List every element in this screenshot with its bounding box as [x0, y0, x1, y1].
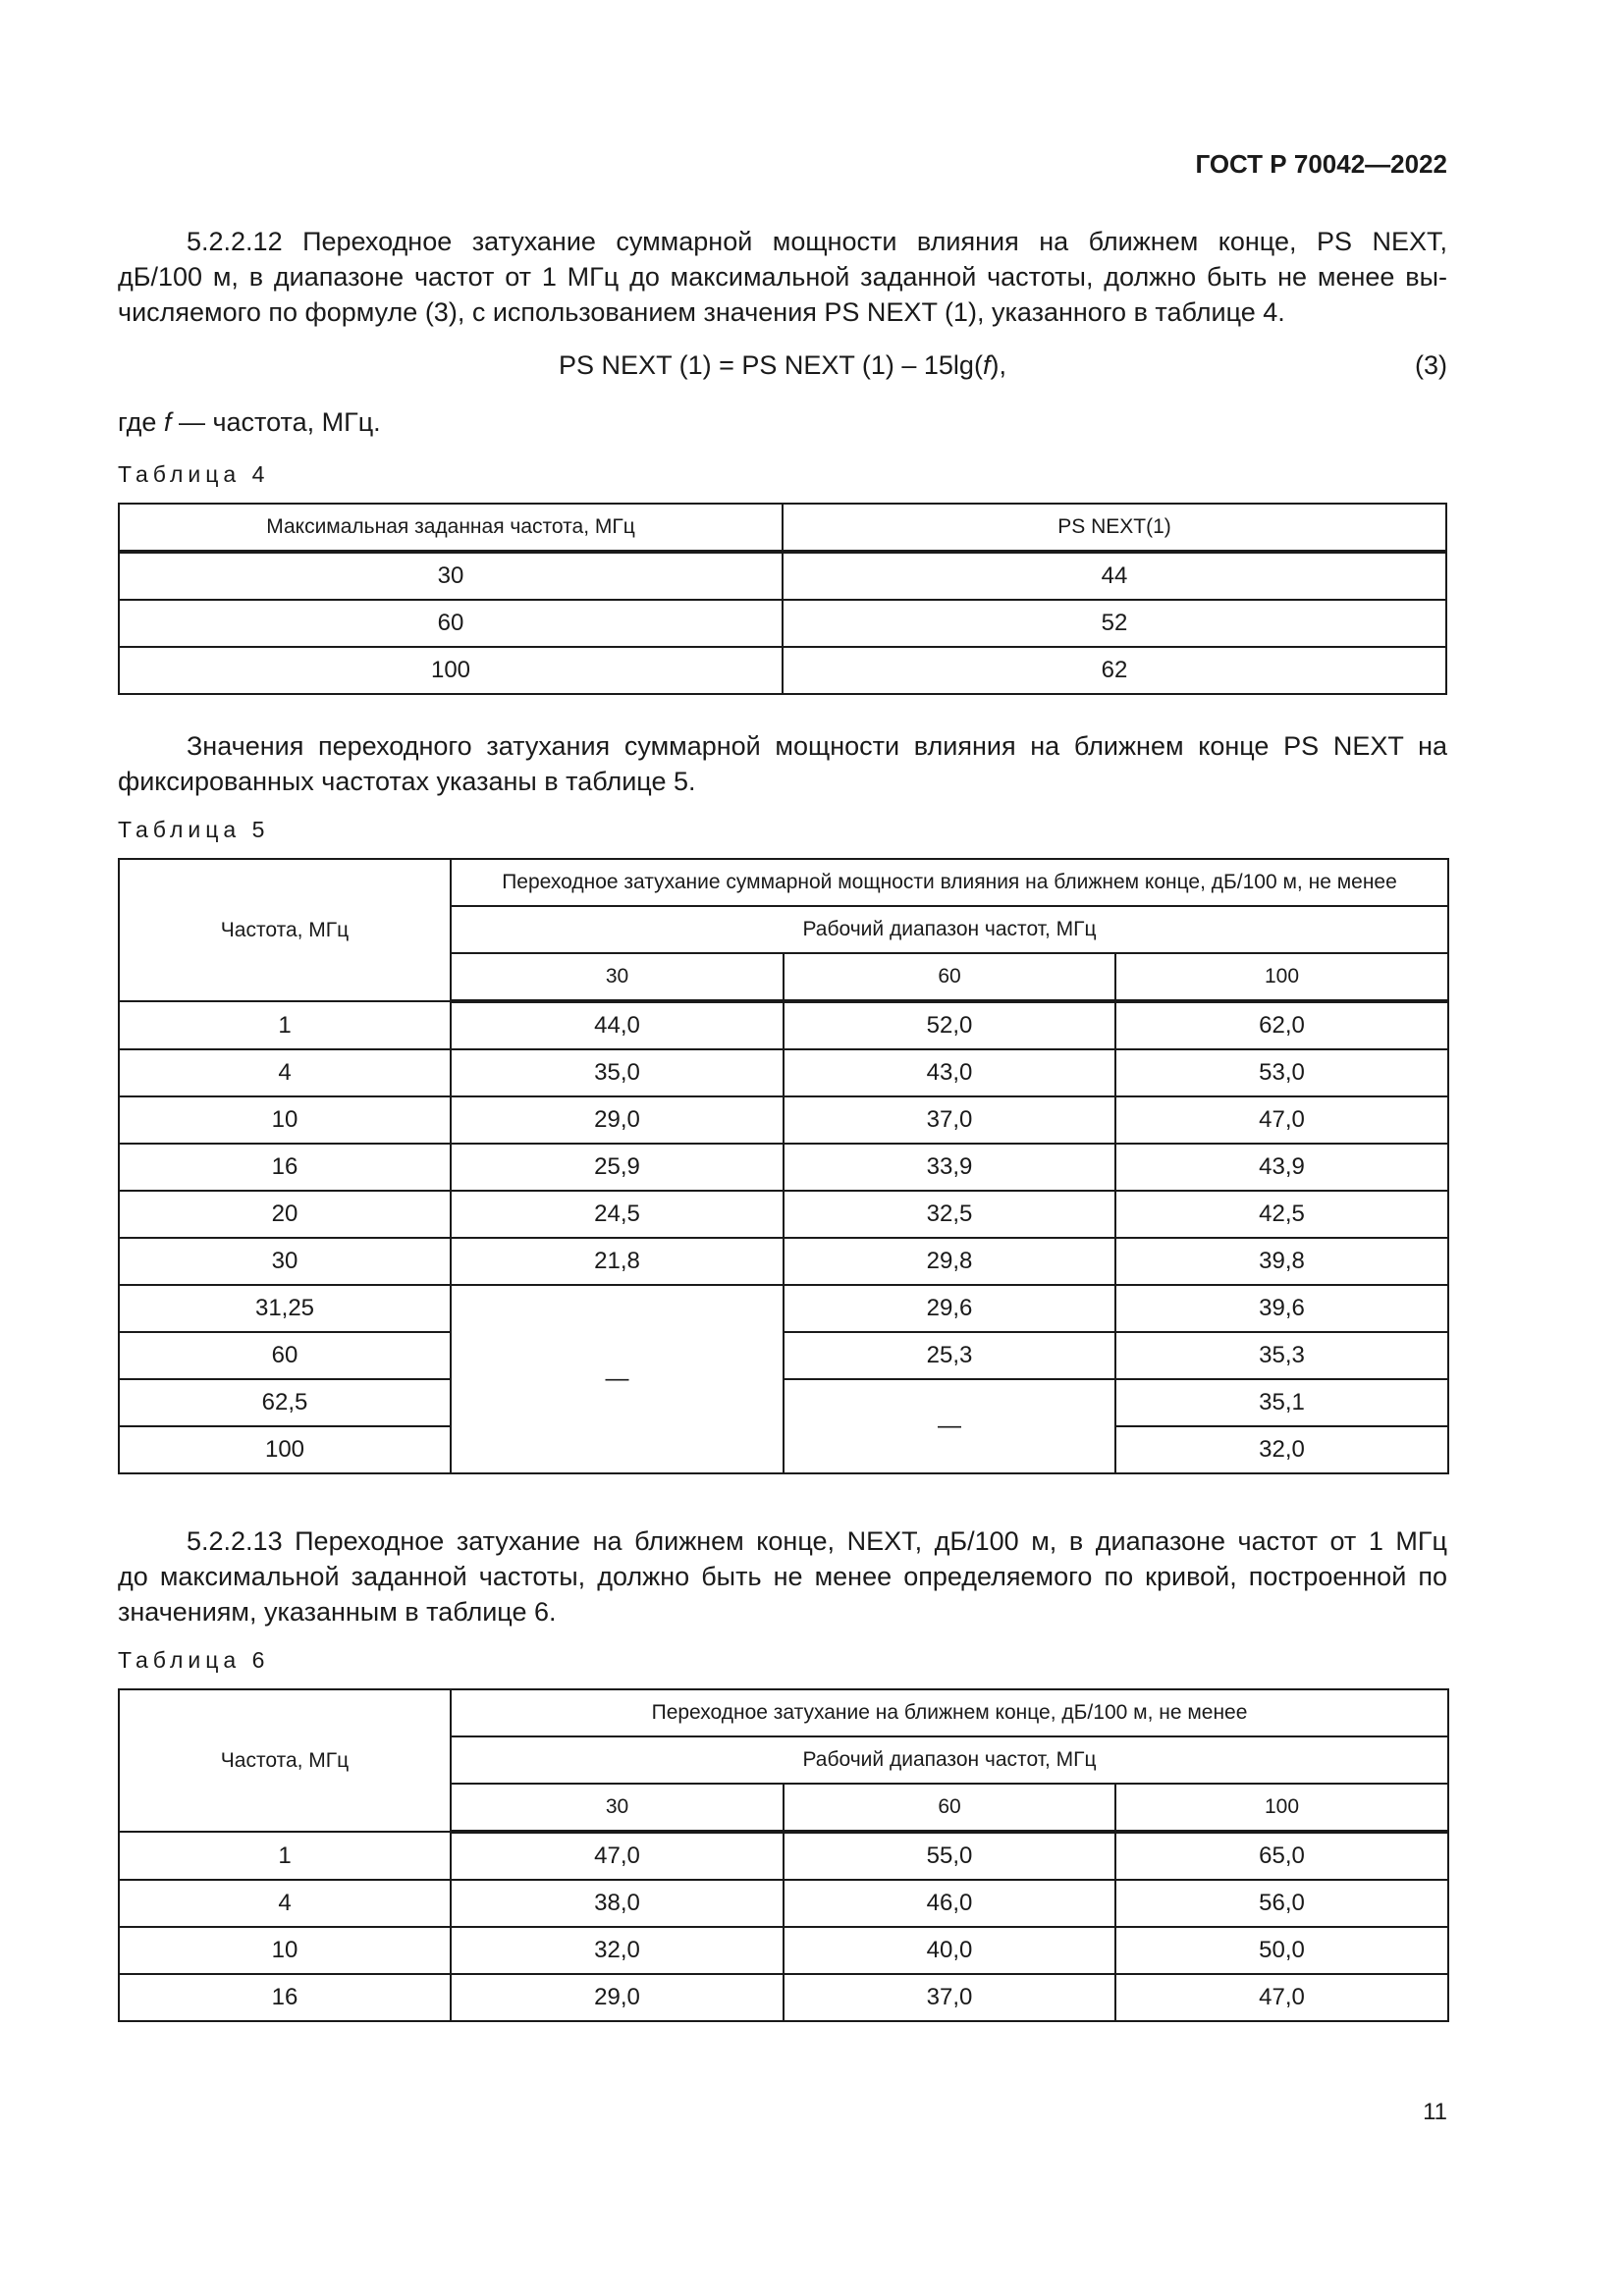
table4-header-freq: Максимальная заданная частота, МГц	[119, 504, 783, 552]
table-cell: 29,0	[451, 1096, 784, 1144]
table-cell: 32,0	[451, 1927, 784, 1974]
table-row	[119, 552, 1446, 600]
table-row	[119, 1144, 1448, 1191]
table-cell: 55,0	[784, 1832, 1115, 1880]
table-cell: 37,0	[784, 1096, 1115, 1144]
table-row	[119, 1096, 1448, 1144]
table-cell: 35,1	[1115, 1379, 1448, 1426]
table-4	[118, 503, 1447, 695]
table4-header-psnext: PS NEXT(1)	[783, 504, 1446, 552]
table-row	[119, 1332, 1448, 1379]
table-row	[119, 1049, 1448, 1096]
table6-group-header: Переходное затухание на ближнем конце, дБ/100 м, не менее	[451, 1689, 1448, 1736]
table4-caption: Таблица 4	[118, 461, 270, 487]
table5-header-freq: Частота, МГц	[119, 859, 451, 1001]
table-cell-merged-dash: —	[451, 1285, 784, 1473]
table-cell: 29,8	[784, 1238, 1115, 1285]
table-cell: 30	[119, 552, 783, 600]
where-variable: f	[163, 407, 172, 437]
where-prefix: где	[118, 407, 164, 437]
table-cell: 46,0	[784, 1880, 1115, 1927]
para-line: 5.2.2.13 Переходное затухание на ближнем конце, NEXT, дБ/100 м, в диапазоне частот от 1 МГц	[187, 1526, 1447, 1556]
para-line: числяемого по формуле (3), с использованием значения PS NEXT (1), указанного в таблице 4.	[118, 297, 1285, 327]
table-5	[118, 858, 1449, 1474]
table-cell-merged-dash: —	[784, 1379, 1115, 1473]
table-cell: 24,5	[451, 1191, 784, 1238]
para-line: до максимальной заданной частоты, должно быть не менее определяемого по кривой, построенной по	[118, 1562, 1447, 1591]
table-cell: 25,9	[451, 1144, 784, 1191]
table-row	[119, 1832, 1448, 1880]
table-cell: 30	[119, 1238, 451, 1285]
table-cell: 21,8	[451, 1238, 784, 1285]
formula-lhs: PS NEXT (1) = PS NEXT (1) – 15lg(	[559, 350, 983, 380]
table5-group-header: Переходное затухание суммарной мощности влияния на ближнем конце, дБ/100 м, не менее	[451, 859, 1448, 906]
table-cell: 16	[119, 1974, 451, 2021]
para-line: значениям, указанным в таблице 6.	[118, 1597, 557, 1627]
page-number: 11	[1423, 2099, 1447, 2125]
para-line: дБ/100 м, в диапазоне частот от 1 МГц до максимальной заданной частоты, должно быть не менее вы-	[118, 262, 1447, 292]
table-row	[119, 1379, 1448, 1426]
table-cell: 65,0	[1115, 1832, 1448, 1880]
table-cell: 39,8	[1115, 1238, 1448, 1285]
table6-sub-header: Рабочий диапазон частот, МГц	[451, 1736, 1448, 1784]
table5-range-60: 60	[784, 953, 1115, 1001]
table6-range-60: 60	[784, 1784, 1115, 1832]
table-cell: 37,0	[784, 1974, 1115, 2021]
table-cell: 1	[119, 1001, 451, 1049]
table-cell: 62,0	[1115, 1001, 1448, 1049]
table6-range-100: 100	[1115, 1784, 1448, 1832]
table-row	[119, 1285, 1448, 1332]
table-cell: 42,5	[1115, 1191, 1448, 1238]
table5-sub-header: Рабочий диапазон частот, МГц	[451, 906, 1448, 953]
table-cell: 32,0	[1115, 1426, 1448, 1473]
table-cell: 1	[119, 1832, 451, 1880]
table-cell: 43,9	[1115, 1144, 1448, 1191]
table5-range-30: 30	[451, 953, 784, 1001]
table-cell: 10	[119, 1096, 451, 1144]
table-cell: 62,5	[119, 1379, 451, 1426]
table-cell: 62	[783, 647, 1446, 694]
table5-caption: Таблица 5	[118, 817, 270, 842]
formula-expression	[118, 347, 1447, 383]
table-cell: 52,0	[784, 1001, 1115, 1049]
table-cell: 25,3	[784, 1332, 1115, 1379]
table6-caption: Таблица 6	[118, 1647, 270, 1673]
table-cell: 56,0	[1115, 1880, 1448, 1927]
table-cell: 47,0	[451, 1832, 784, 1880]
table-row	[119, 1191, 1448, 1238]
table-cell: 100	[119, 647, 783, 694]
paragraph-table5-intro	[118, 728, 1447, 799]
table-cell: 40,0	[784, 1927, 1115, 1974]
document-header: ГОСТ Р 70042—2022	[1195, 149, 1447, 179]
table-cell: 31,25	[119, 1285, 451, 1332]
table-cell: 4	[119, 1880, 451, 1927]
table-cell: 20	[119, 1191, 451, 1238]
table-cell: 47,0	[1115, 1974, 1448, 2021]
table-cell: 29,0	[451, 1974, 784, 2021]
formula-variable: f	[982, 350, 991, 380]
table-cell: 43,0	[784, 1049, 1115, 1096]
table-cell: 39,6	[1115, 1285, 1448, 1332]
para-line: Значения переходного затухания суммарной мощности влияния на ближнем конце PS NEXT на	[187, 731, 1447, 761]
where-text: — частота, МГц.	[171, 407, 381, 437]
formula-3	[118, 347, 1447, 383]
formula-tail: ),	[990, 350, 1006, 380]
para-line: 5.2.2.12 Переходное затухание суммарной мощности влияния на ближнем конце, PS NEXT,	[187, 227, 1447, 256]
table-cell: 52	[783, 600, 1446, 647]
table-row	[119, 1974, 1448, 2021]
paragraph-5-2-2-12	[118, 224, 1447, 330]
table-cell: 50,0	[1115, 1927, 1448, 1974]
table-cell: 60	[119, 600, 783, 647]
table-row	[119, 600, 1446, 647]
table-cell: 47,0	[1115, 1096, 1448, 1144]
table6-header-freq: Частота, МГц	[119, 1689, 451, 1832]
table-cell: 10	[119, 1927, 451, 1974]
paragraph-5-2-2-13	[118, 1523, 1447, 1629]
table-row	[119, 1238, 1448, 1285]
para-line: фиксированных частотах указаны в таблице 5.	[118, 767, 696, 796]
table-cell: 35,3	[1115, 1332, 1448, 1379]
table6-range-30: 30	[451, 1784, 784, 1832]
table-cell: 44	[783, 552, 1446, 600]
table-cell: 60	[119, 1332, 451, 1379]
table-row	[119, 647, 1446, 694]
table-cell: 29,6	[784, 1285, 1115, 1332]
table-cell: 33,9	[784, 1144, 1115, 1191]
where-clause	[118, 404, 1447, 440]
table-cell: 4	[119, 1049, 451, 1096]
table-cell: 35,0	[451, 1049, 784, 1096]
table5-range-100: 100	[1115, 953, 1448, 1001]
table-cell: 32,5	[784, 1191, 1115, 1238]
table-cell: 44,0	[451, 1001, 784, 1049]
table-cell: 53,0	[1115, 1049, 1448, 1096]
table-row	[119, 1927, 1448, 1974]
table-6	[118, 1688, 1449, 2022]
table-cell: 100	[119, 1426, 451, 1473]
table-cell: 38,0	[451, 1880, 784, 1927]
table-row	[119, 1001, 1448, 1049]
formula-number: (3)	[1415, 350, 1447, 380]
table-cell: 16	[119, 1144, 451, 1191]
table-row	[119, 1880, 1448, 1927]
